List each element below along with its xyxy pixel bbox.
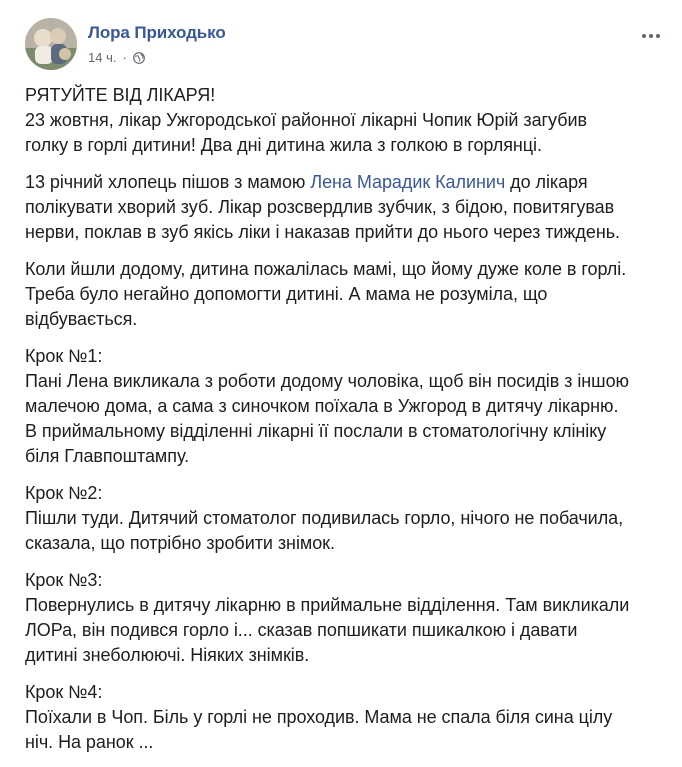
- step-heading: Крок №3:: [25, 570, 103, 590]
- text-line: Коли йшли додому, дитина пожалілась мамі, що йому дуже коле в горлі.: [25, 259, 627, 279]
- paragraph-step-4: [25, 680, 675, 755]
- more-options-icon[interactable]: [639, 28, 663, 44]
- text-line: дитині знеболюючі. Ніяких знімків.: [25, 645, 310, 665]
- text-line: Пані Лена викликала з роботи додому чоловіка, щоб він посидів з іншою: [25, 371, 629, 391]
- text-line: ніч. На ранок ...: [25, 732, 154, 752]
- text-line: малечою дома, а сама з синочком поїхала в Ужгород в дитячу лікарню.: [25, 396, 619, 416]
- paragraph-step-3: [25, 568, 675, 668]
- text-line: В приймальному відділенні лікарні її послали в стоматологічну клініку: [25, 421, 607, 441]
- text-line: Повернулись в дитячу лікарню в приймальне відділення. Там викликали: [25, 595, 630, 615]
- text-line: Пішли туди. Дитячий стоматолог подивилась горло, нічого не побачила,: [25, 508, 624, 528]
- post-header: [25, 18, 675, 70]
- text-line: Треба було негайно допомогти дитині. А мама не розуміла, що: [25, 284, 548, 304]
- text-line: відбувається.: [25, 309, 138, 329]
- step-heading: Крок №1:: [25, 346, 103, 366]
- paragraph-2: [25, 170, 675, 245]
- text-line: 13 річний хлопець пішов з мамою: [25, 172, 311, 192]
- author-name-link[interactable]: Лора Приходько: [88, 23, 226, 42]
- paragraph-step-1: [25, 344, 675, 469]
- text-line: полікувати хворий зуб. Лікар розсвердлив зубчик, з бідою, повитягував: [25, 197, 615, 217]
- paragraph-3: [25, 257, 675, 332]
- avatar-photo-icon: [25, 18, 77, 70]
- text-line: РЯТУЙТЕ ВІД ЛІКАРЯ!: [25, 85, 216, 105]
- mention-link[interactable]: Лена Марадик Калинич: [310, 172, 506, 192]
- paragraph-1: [25, 83, 675, 158]
- author-avatar[interactable]: [25, 18, 77, 70]
- text-line: голку в горлі дитини! Два дні дитина жила з голкою в горлянці.: [25, 135, 542, 155]
- meta-separator: ·: [122, 50, 127, 65]
- globe-icon[interactable]: [133, 52, 145, 64]
- step-heading: Крок №4:: [25, 682, 103, 702]
- text-line: сказала, що потрібно зробити знімок.: [25, 533, 335, 553]
- text-line: нерви, поклав в зуб якісь ліки і наказав прийти до нього через тиждень.: [25, 222, 620, 242]
- post-meta: [88, 50, 145, 65]
- text-line: до лікаря: [505, 172, 588, 192]
- text-line: ЛОРа, він подився горло і... сказав попшикати пшикалкою і давати: [25, 620, 578, 640]
- paragraph-step-2: [25, 481, 675, 556]
- text-line: 23 жовтня, лікар Ужгородської районної лікарні Чопик Юрій загубив: [25, 110, 587, 130]
- post-timestamp[interactable]: 14 ч.: [88, 50, 117, 65]
- post-text: [25, 83, 675, 767]
- text-line: біля Главпоштампу.: [25, 446, 190, 466]
- text-line: Поїхали в Чоп. Біль у горлі не проходив. Мама не спала біля сина цілу: [25, 707, 613, 727]
- step-heading: Крок №2:: [25, 483, 103, 503]
